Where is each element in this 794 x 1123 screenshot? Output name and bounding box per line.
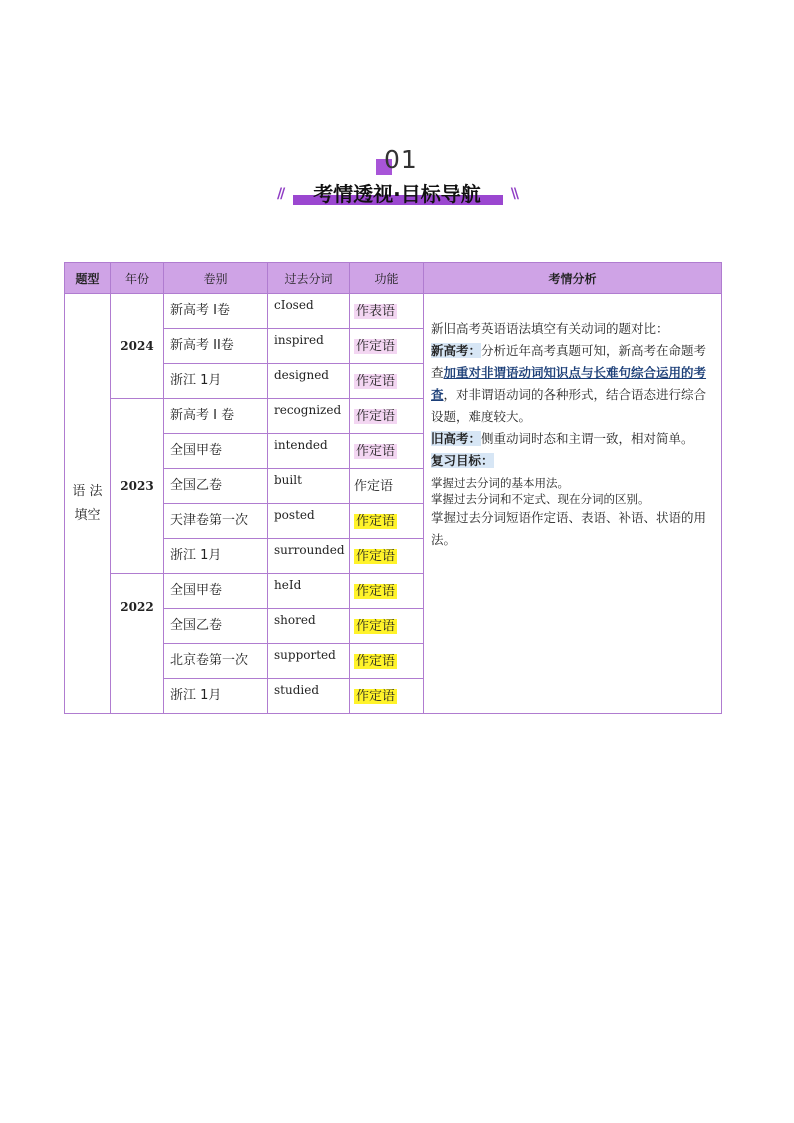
function-cell	[350, 539, 424, 574]
function-tag: 作定语	[354, 479, 394, 494]
header-year: 年份	[111, 263, 164, 294]
title-slash-right: \\	[510, 186, 517, 202]
participle-cell: heId	[268, 574, 350, 609]
year-cell: 2024	[111, 294, 164, 399]
table-row	[65, 294, 722, 329]
function-cell	[350, 294, 424, 329]
header-function: 功能	[350, 263, 424, 294]
paper-cell: 浙江 1月	[164, 364, 268, 399]
function-tag: 作表语	[356, 304, 396, 319]
analysis-cell	[424, 294, 722, 714]
participle-cell: recognized	[268, 399, 350, 434]
new-exam-label: 新高考：	[431, 343, 482, 358]
paper-cell: 全国乙卷	[164, 469, 268, 504]
header-question-type: 题型	[65, 263, 111, 294]
analysis-intro: 新旧高考英语语法填空有关动词的题对比：	[431, 321, 669, 336]
function-tag: 作定语	[356, 374, 396, 389]
participle-cell: studied	[268, 679, 350, 714]
analysis-review-label-line	[431, 450, 716, 472]
header-analysis: 考情分析	[424, 263, 722, 294]
function-tag: 作定语	[356, 689, 396, 704]
paper-cell: 新高考 I 卷	[164, 399, 268, 434]
review-goal-label: 复习目标：	[431, 453, 494, 468]
paper-cell: 北京卷第一次	[164, 644, 268, 679]
section-title: 考情透视·目标导航	[313, 182, 481, 206]
participle-cell: built	[268, 469, 350, 504]
exam-analysis-table	[64, 262, 722, 714]
paper-cell: 新高考 I卷	[164, 294, 268, 329]
review-goal-2: 掌握过去分词和不定式、现在分词的区别。	[431, 492, 650, 506]
function-cell	[350, 469, 424, 504]
title-slash-left: //	[277, 186, 284, 202]
new-exam-text-1: 分析近年高考真题可知，新高考在命题考查	[431, 343, 707, 380]
function-cell	[350, 434, 424, 469]
paper-cell: 浙江 1月	[164, 679, 268, 714]
function-cell	[350, 609, 424, 644]
function-cell	[350, 399, 424, 434]
function-cell	[350, 574, 424, 609]
old-exam-label: 旧高考：	[431, 431, 482, 446]
function-tag: 作定语	[356, 444, 396, 459]
participle-cell: designed	[268, 364, 350, 399]
participle-cell: inspired	[268, 329, 350, 364]
paper-cell: 浙江 1月	[164, 539, 268, 574]
analysis-old-exam	[431, 428, 716, 450]
participle-cell: posted	[268, 504, 350, 539]
function-cell	[350, 644, 424, 679]
question-type-cell	[65, 294, 111, 714]
participle-cell: supported	[268, 644, 350, 679]
question-type-line-2: 填空	[74, 507, 101, 523]
paper-cell: 新高考 II卷	[164, 329, 268, 364]
participle-cell: surrounded	[268, 539, 350, 574]
question-type-line-1: 语 法	[72, 483, 103, 499]
function-tag: 作定语	[356, 339, 396, 354]
section-title-block	[275, 176, 519, 210]
year-cell: 2022	[111, 574, 164, 714]
old-exam-text: 侧重动词时态和主谓一致，相对简单。	[481, 431, 694, 446]
paper-cell: 全国甲卷	[164, 574, 268, 609]
function-tag: 作定语	[356, 409, 396, 424]
function-cell	[350, 679, 424, 714]
function-tag: 作定语	[356, 514, 396, 529]
review-goal-1: 掌握过去分词的基本用法。	[431, 476, 569, 490]
participle-cell: intended	[268, 434, 350, 469]
new-exam-emphasis: 加重对非谓语动词知识点与长难句综合运用的考查	[431, 365, 707, 402]
section-number-block	[376, 145, 436, 175]
paper-cell: 天津卷第一次	[164, 504, 268, 539]
participle-cell: shored	[268, 609, 350, 644]
function-tag: 作定语	[356, 584, 396, 599]
paper-cell: 全国甲卷	[164, 434, 268, 469]
year-cell: 2023	[111, 399, 164, 574]
analysis-new-exam	[431, 340, 716, 428]
header-paper: 卷别	[164, 263, 268, 294]
function-cell	[350, 364, 424, 399]
function-cell	[350, 329, 424, 364]
function-tag: 作定语	[356, 654, 396, 669]
header-past-participle: 过去分词	[268, 263, 350, 294]
section-number: 01	[384, 145, 418, 174]
paper-cell: 全国乙卷	[164, 609, 268, 644]
function-cell	[350, 504, 424, 539]
participle-cell: cIosed	[268, 294, 350, 329]
table-header-row	[65, 263, 722, 294]
new-exam-text-2: ，对非谓语动词的各种形式，结合语态进行综合设题，难度较大。	[431, 387, 707, 424]
review-goal-3: 掌握过去分词短语作定语、表语、补语、状语的用法。	[431, 510, 707, 547]
function-tag: 作定语	[356, 619, 396, 634]
function-tag: 作定语	[356, 549, 396, 564]
